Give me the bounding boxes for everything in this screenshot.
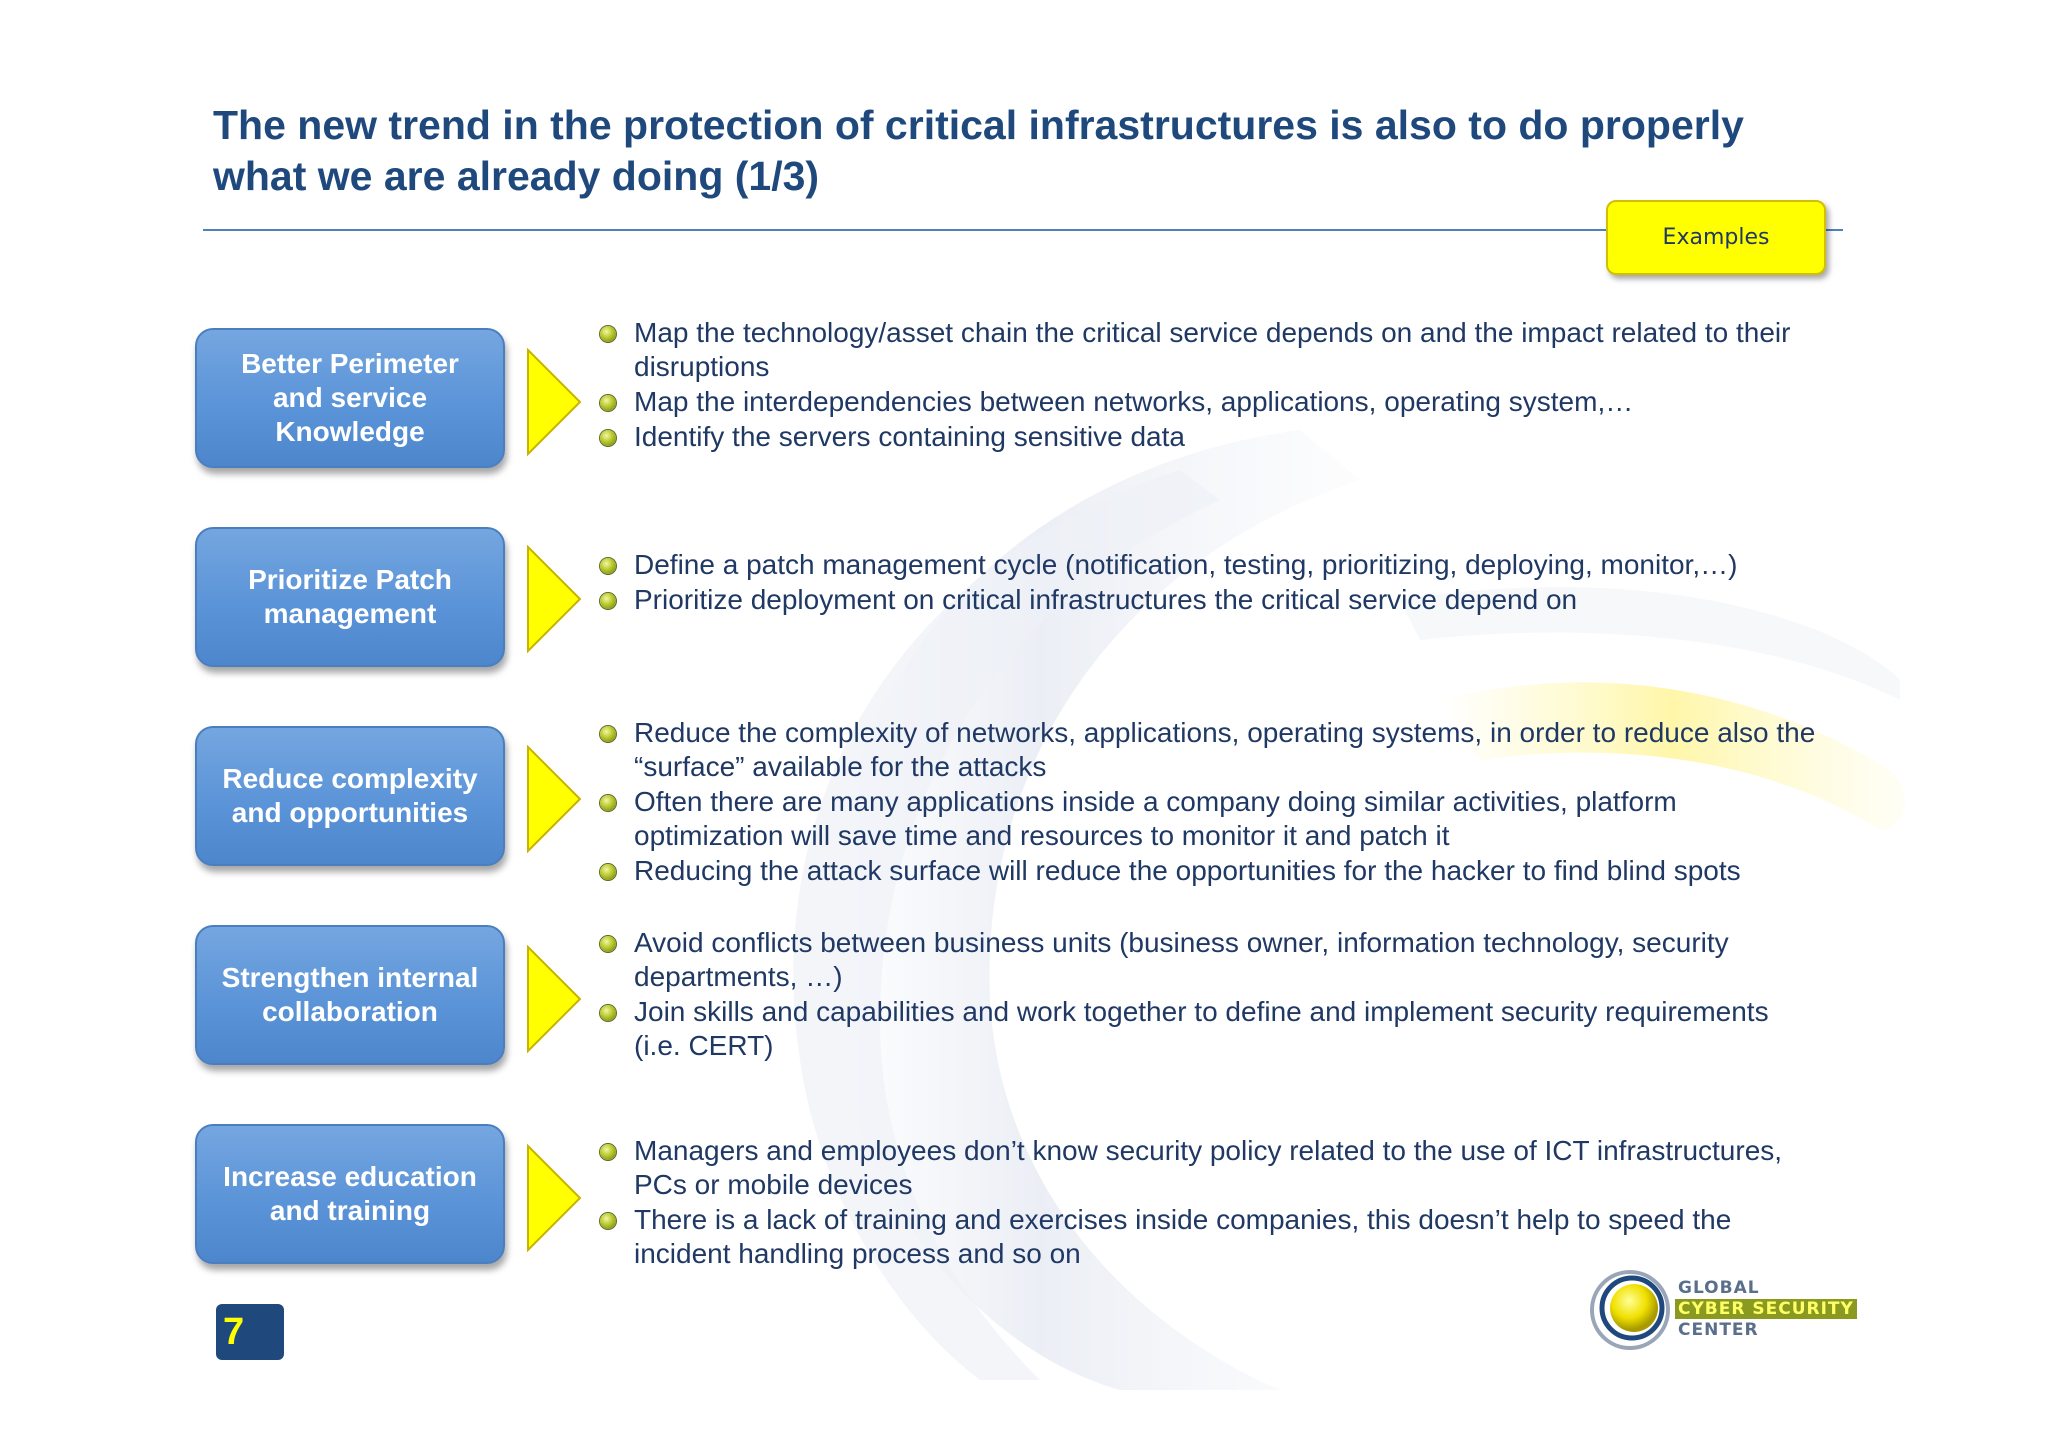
bullet-icon xyxy=(600,936,616,952)
logo-text-line-2: CYBER SECURITY xyxy=(1675,1299,1857,1319)
logo-text-line-3: CENTER xyxy=(1678,1320,1759,1340)
list-item: Map the interdependencies between networks, applications, operating system,… xyxy=(600,385,1820,419)
bullet-list-education xyxy=(600,1134,1820,1271)
list-item: There is a lack of training and exercises inside companies, this doesn’t help to speed the incident handling process and so on xyxy=(600,1203,1820,1271)
examples-tag: Examples xyxy=(1606,200,1826,275)
globe-ring-logo-icon xyxy=(1588,1268,1672,1352)
bullet-icon xyxy=(600,593,616,609)
list-item: Avoid conflicts between business units (business owner, information technology, security departments, …) xyxy=(600,926,1820,994)
bullet-icon xyxy=(600,326,616,342)
gcsc-logo xyxy=(1588,1268,1868,1354)
logo-text-line-1: GLOBAL xyxy=(1678,1278,1760,1298)
bullet-icon xyxy=(600,1144,616,1160)
category-box-education: Increase education and training xyxy=(195,1124,505,1264)
chevron-arrow-icon xyxy=(526,745,582,853)
bullet-icon xyxy=(600,726,616,742)
chevron-arrow-icon xyxy=(526,1144,582,1252)
list-item: Often there are many applications inside a company doing similar activities, platform optimization will save time and resources to monitor it and patch it xyxy=(600,785,1820,853)
bullet-icon xyxy=(600,430,616,446)
bullet-list-collaboration xyxy=(600,926,1820,1063)
bullet-icon xyxy=(600,864,616,880)
slide-title: The new trend in the protection of critical infrastructures is also to do properly what we are already doing (1/3) xyxy=(213,102,1744,199)
bullet-list-perimeter xyxy=(600,316,1820,454)
chevron-arrow-icon xyxy=(526,945,582,1053)
bullet-list-complexity xyxy=(600,716,1820,888)
bullet-icon xyxy=(600,395,616,411)
list-item: Managers and employees don’t know security policy related to the use of ICT infrastructures, PCs or mobile devices xyxy=(600,1134,1820,1202)
category-box-collaboration: Strengthen internal collaboration xyxy=(195,925,505,1065)
chevron-arrow-icon xyxy=(526,545,582,653)
title-divider xyxy=(203,229,1843,231)
bullet-icon xyxy=(600,558,616,574)
category-box-patch: Prioritize Patch management xyxy=(195,527,505,667)
category-box-complexity: Reduce complexity and opportunities xyxy=(195,726,505,866)
bullet-icon xyxy=(600,1005,616,1021)
chevron-arrow-icon xyxy=(526,348,582,456)
list-item: Identify the servers containing sensitive data xyxy=(600,420,1820,454)
bullet-list-patch xyxy=(600,548,1820,617)
page-number: 7 xyxy=(216,1304,284,1360)
list-item: Join skills and capabilities and work together to define and implement security requirements (i.e. CERT) xyxy=(600,995,1820,1063)
list-item: Map the technology/asset chain the critical service depends on and the impact related to their disruptions xyxy=(600,316,1820,384)
list-item: Define a patch management cycle (notification, testing, prioritizing, deploying, monitor,…) xyxy=(600,548,1820,582)
bullet-icon xyxy=(600,1213,616,1229)
list-item: Prioritize deployment on critical infrastructures the critical service depend on xyxy=(600,583,1820,617)
list-item: Reduce the complexity of networks, applications, operating systems, in order to reduce also the “surface” available for the attacks xyxy=(600,716,1820,784)
bullet-icon xyxy=(600,795,616,811)
list-item: Reducing the attack surface will reduce the opportunities for the hacker to find blind spots xyxy=(600,854,1820,888)
category-box-perimeter: Better Perimeter and service Knowledge xyxy=(195,328,505,468)
